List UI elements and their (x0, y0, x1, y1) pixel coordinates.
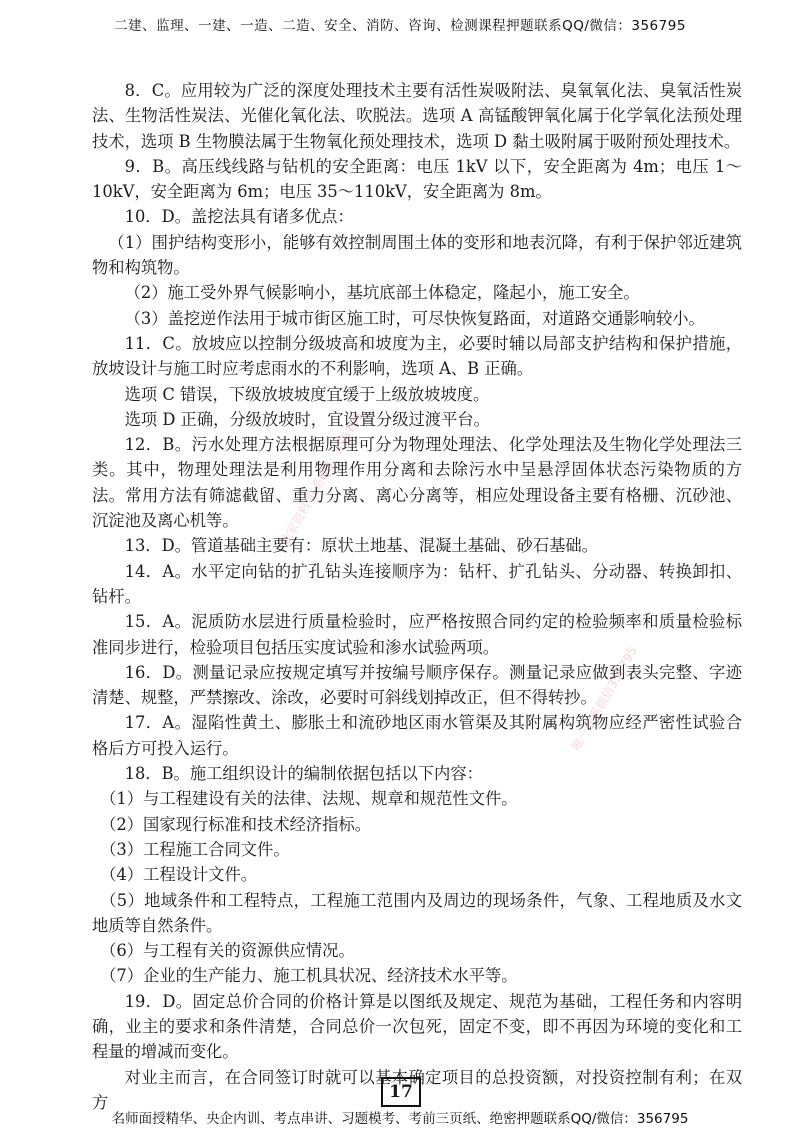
paragraph-q14: 14．A。水平定向钻的扩孔钻头连接顺序为：钻杆、扩孔钻头、分动器、转换卸扣、钻杆。 (92, 561, 742, 606)
paragraph-q19-continued: 对业主而言，在合同签订时就可以基本确定项目的总投资额，对投资控制有利；在双方 (92, 1067, 742, 1112)
paragraph-q18-item-6: （6）与工程有关的资源供应情况。 (100, 941, 355, 961)
paragraph-q11-option-d: 选项 D 正确，分级放坡时，宜设置分级过渡平台。 (124, 409, 490, 429)
answer-explanations (92, 78, 742, 1115)
paragraph-q18-item-5: （5）地域条件和工程特点，工程施工范围内及周边的现场条件，气象、工程地质及水文地质等自然条件。 (92, 890, 742, 935)
paragraph-q10-item-3: （3）盖挖逆作法用于城市街区施工时，可尽快恢复路面，对道路交通影响较小。 (124, 308, 705, 328)
paragraph-q18-item-1: （1）与工程建设有关的法律、法规、规章和规范性文件。 (100, 789, 518, 809)
paragraph-q10: 10．D。盖挖法具有诸多优点： (124, 207, 354, 227)
page-header: 二建、监理、一建、一造、二造、安全、消防、咨询、检测课程押题联系QQ/微信：356795 (114, 18, 686, 34)
paragraph-q10-item-2: （2）施工受外界气候影响小，基坑底部土体稳定，隆起小，施工安全。 (124, 283, 640, 303)
paragraph-q12: 12．B。污水处理方法根据原理可分为物理处理法、化学处理法及生物化学处理法三类。其中，物理处理法是利用物理作用分离和去除污水中呈悬浮固体状态污染物质的方法。常用方法有筛滤截留、重力分离、离心分离等，相应处理设备主要有格栅、沉砂池、沉淀池及离心机等。 (92, 435, 742, 531)
page-footer: 名师面授精华、央企内训、考点串讲、习题模考、考前三页纸、绝密押题联系QQ/微信：356795 (111, 1111, 689, 1127)
paragraph-q18-item-2: （2）国家现行标准和技术经济指标。 (100, 814, 372, 834)
paragraph-q18-item-3: （3）工程施工合同文件。 (100, 839, 290, 859)
paragraph-q18-item-4: （4）工程设计文件。 (100, 865, 258, 885)
page-number: 17 (381, 1077, 421, 1107)
paragraph-q11-option-c: 选项 C 错误，下级放坡坡度宜缓于上级放坡坡度。 (124, 384, 490, 404)
paragraph-q11: 11．C。放坡应以控制分级坡高和坡度为主，必要时辅以局部支护结构和保护措施，放坡设计与施工时应考虑雨水的不利影响，选项 A、B 正确。 (92, 333, 742, 379)
paragraph-q16: 16．D。测量记录应按规定填写并按编号顺序保存。测量记录应做到表头完整、字迹清楚、规整，严禁擦改、涂改，必要时可斜线划掉改正，但不得转抄。 (92, 662, 742, 708)
paragraph-q15: 15．A。泥质防水层进行质量检验时，应严格按照合同约定的检验频率和质量检验标准同步进行，检验项目包括压实度试验和渗水试验两项。 (92, 612, 742, 657)
paragraph-q13: 13．D。管道基础主要有：原状土地基、混凝土基础、砂石基础。 (124, 536, 598, 556)
paragraph-q17: 17．A。湿陷性黄土、膨胀土和流砂地区雨水管渠及其附属构筑物应经严密性试验合格后方可投入运行。 (92, 713, 742, 758)
watermark-text: 独家资料 联系QQ：356795 (277, 409, 366, 549)
paragraph-q18: 18．B。施工组织设计的编制依据包括以下内容： (124, 764, 483, 784)
paragraph-q10-item-1: （1）围护结构变形小，能够有效控制周围土体的变形和地表沉降，有利于保护邻近建筑物和构筑物。 (92, 232, 742, 278)
paragraph-q19: 19．D。固定总价合同的价格计算是以图纸及规定、规范为基础，工程任务和内容明确，业主的要求和条件清楚，合同总价一次包死，固定不变，即不再因为环境的变化和工程量的增减而变化。 (92, 991, 742, 1062)
watermark-text: 唯一联系微信356795 (568, 644, 640, 754)
paragraph-q9: 9．B。高压线线路与钻机的安全距离：电压 1kV 以下，安全距离为 4m；电压 1～10kV，安全距离为 6m；电压 35～110kV，安全距离为 8m。 (92, 156, 742, 202)
paragraph-q8: 8．C。应用较为广泛的深度处理技术主要有活性炭吸附法、臭氧氧化法、臭氧活性炭法、生物活性炭法、光催化氧化法、吹脱法。选项 A 高锰酸钾氧化属于化学氧化法预处理技术，选项 B 生物膜法属于生物氧化预处理技术，选项 D 黏土吸附属于吸附预处理技术。 (92, 81, 742, 151)
paragraph-q18-item-7: （7）企业的生产能力、施工机具状况、经济技术水平等。 (100, 966, 518, 986)
